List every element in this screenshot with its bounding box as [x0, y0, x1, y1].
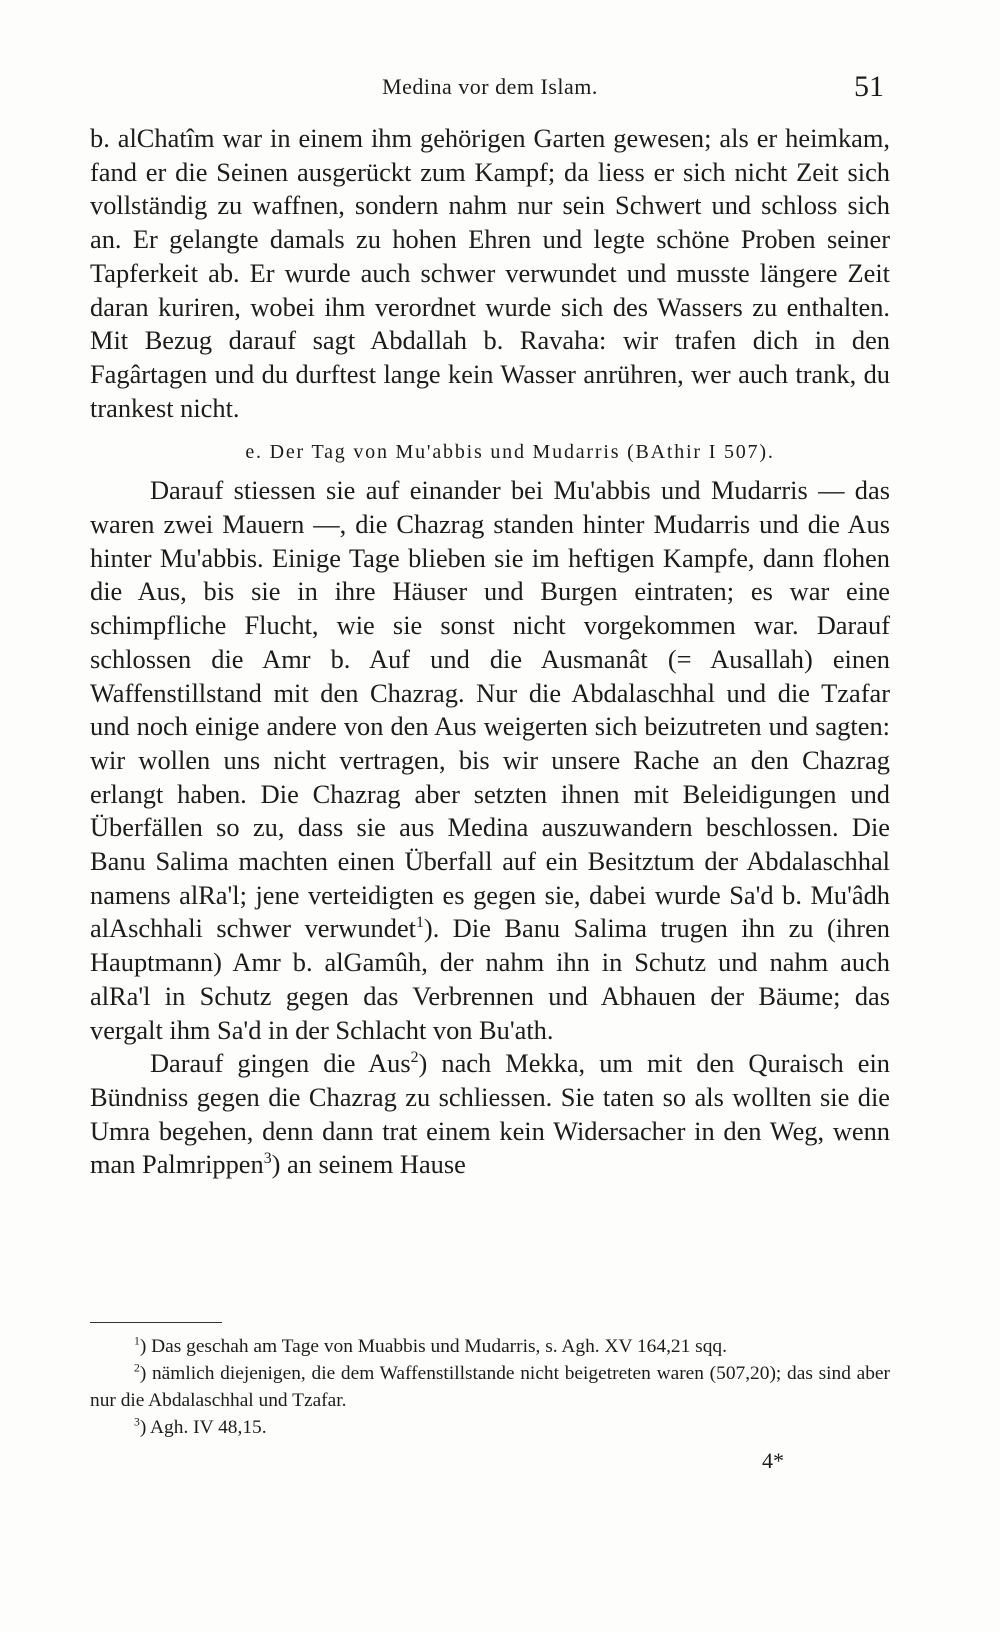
footnote-mark: 2: [134, 1361, 140, 1375]
footnote-text: ) nämlich diejenigen, die dem Waffenstillstande nicht beigetreten waren (507,20); das sind aber nur die Abdalaschhal und Tzafar.: [90, 1363, 890, 1411]
footnotes: [90, 1333, 890, 1441]
paragraph-text: Darauf gingen die Aus: [150, 1048, 411, 1079]
footnote-text: ) Agh. IV 48,15.: [139, 1417, 267, 1438]
paragraph-text: ). Die Banu Salima trugen ihn zu (ihren Hauptmann) Amr b. alGamûh, der nahm ihn in Schutz und nahm auch alRa'l in Schutz gegen das Verbrennen und Abhauen der Bäume; das vergalt ihm Sa'd in der Schlacht von Bu'ath.: [90, 913, 890, 1045]
footnote-text: ) Das geschah am Tage von Muabbis und Mudarris, s. Agh. XV 164,21 sqq.: [139, 1336, 727, 1357]
footnote-1: [90, 1333, 890, 1360]
footnote-2: [90, 1360, 890, 1414]
paragraph-continuation: b. alChatîm war in einem ihm gehörigen Garten gewesen; als er heimkam, fand er die Seinen ausgerückt zum Kampf; da liess er sich nicht Zeit sich vollständig zu waffnen, sondern nahm nur sein Schwert und schloss sich an. Er gelangte damals zu hohen Ehren und legte schöne Proben seiner Tapferkeit ab. Er wurde auch schwer verwundet und musste längere Zeit daran kuriren, wobei ihm verordnet wurde sich des Wassers zu enthalten. Mit Bezug darauf sagt Abdallah b. Ravaha: wir trafen dich in den Fagârtagen und du durftest lange kein Wasser anrühren, wer auch trank, du trankest nicht.: [90, 123, 890, 423]
paragraph-text: ) an seinem Hause: [271, 1149, 466, 1180]
signature-mark: 4*: [762, 1448, 784, 1473]
main-text: [90, 122, 890, 1182]
footnote-mark: 1: [134, 1334, 140, 1348]
footnote-reference: 3: [263, 1150, 272, 1168]
footnote-divider: [90, 1322, 222, 1323]
paragraph-text: Darauf stiessen sie auf einander bei Mu'abbis und Mudarris — das waren zwei Mauern —, die Chazrag standen hinter Mudarris und die Aus hinter Mu'abbis. Einige Tage blieben sie im heftigen Kampfe, dann flohen die Aus, bis sie in ihre Häuser und Burgen eintraten; es war eine schimpfliche Flucht, wie sie sonst nicht vorgekommen war. Darauf schlossen die Amr b. Auf und die Ausmanât (= Ausallah) einen Waffenstillstand mit den Chazrag. Nur die Abdalaschhal und die Tzafar und noch einige andere von den Aus weigerten sich beizutreten und sagten: wir wollen uns nicht vertragen, bis wir unsere Rache an den Chazrag erlangt haben. Die Chazrag aber setzten ihnen mit Beleidigungen und Überfällen so zu, dass sie aus Medina auszuwandern beschlossen. Die Banu Salima machten einen Überfall auf ein Besitztum der Abdalaschhal namens alRa'l; jene verteidigten es gegen sie, dabei wurde Sa'd b. Mu'âdh alAschhali schwer verwundet: [90, 475, 890, 944]
paragraph-text: ) nach Mekka, um mit den Quraisch ein Bündniss gegen die Chazrag zu schliessen. Sie taten so als wollten sie die Umra begehen, denn dann trat einem kein Widersacher in den Weg, wenn man Palmrippen: [90, 1048, 890, 1180]
page-number: 51: [854, 70, 884, 103]
footnote-reference: 1: [416, 914, 424, 932]
footnote-reference: 2: [410, 1049, 419, 1067]
section-heading: e. Der Tag von Mu'abbis und Mudarris (BAthir I 507).: [245, 441, 775, 464]
footnote-3: [90, 1414, 890, 1441]
running-head: [90, 70, 890, 110]
paragraph-mudarris: [90, 474, 890, 1047]
footnote-mark: 3: [134, 1415, 140, 1429]
paragraph-mekka: [90, 1047, 890, 1182]
running-title: Medina vor dem Islam.: [382, 74, 598, 99]
